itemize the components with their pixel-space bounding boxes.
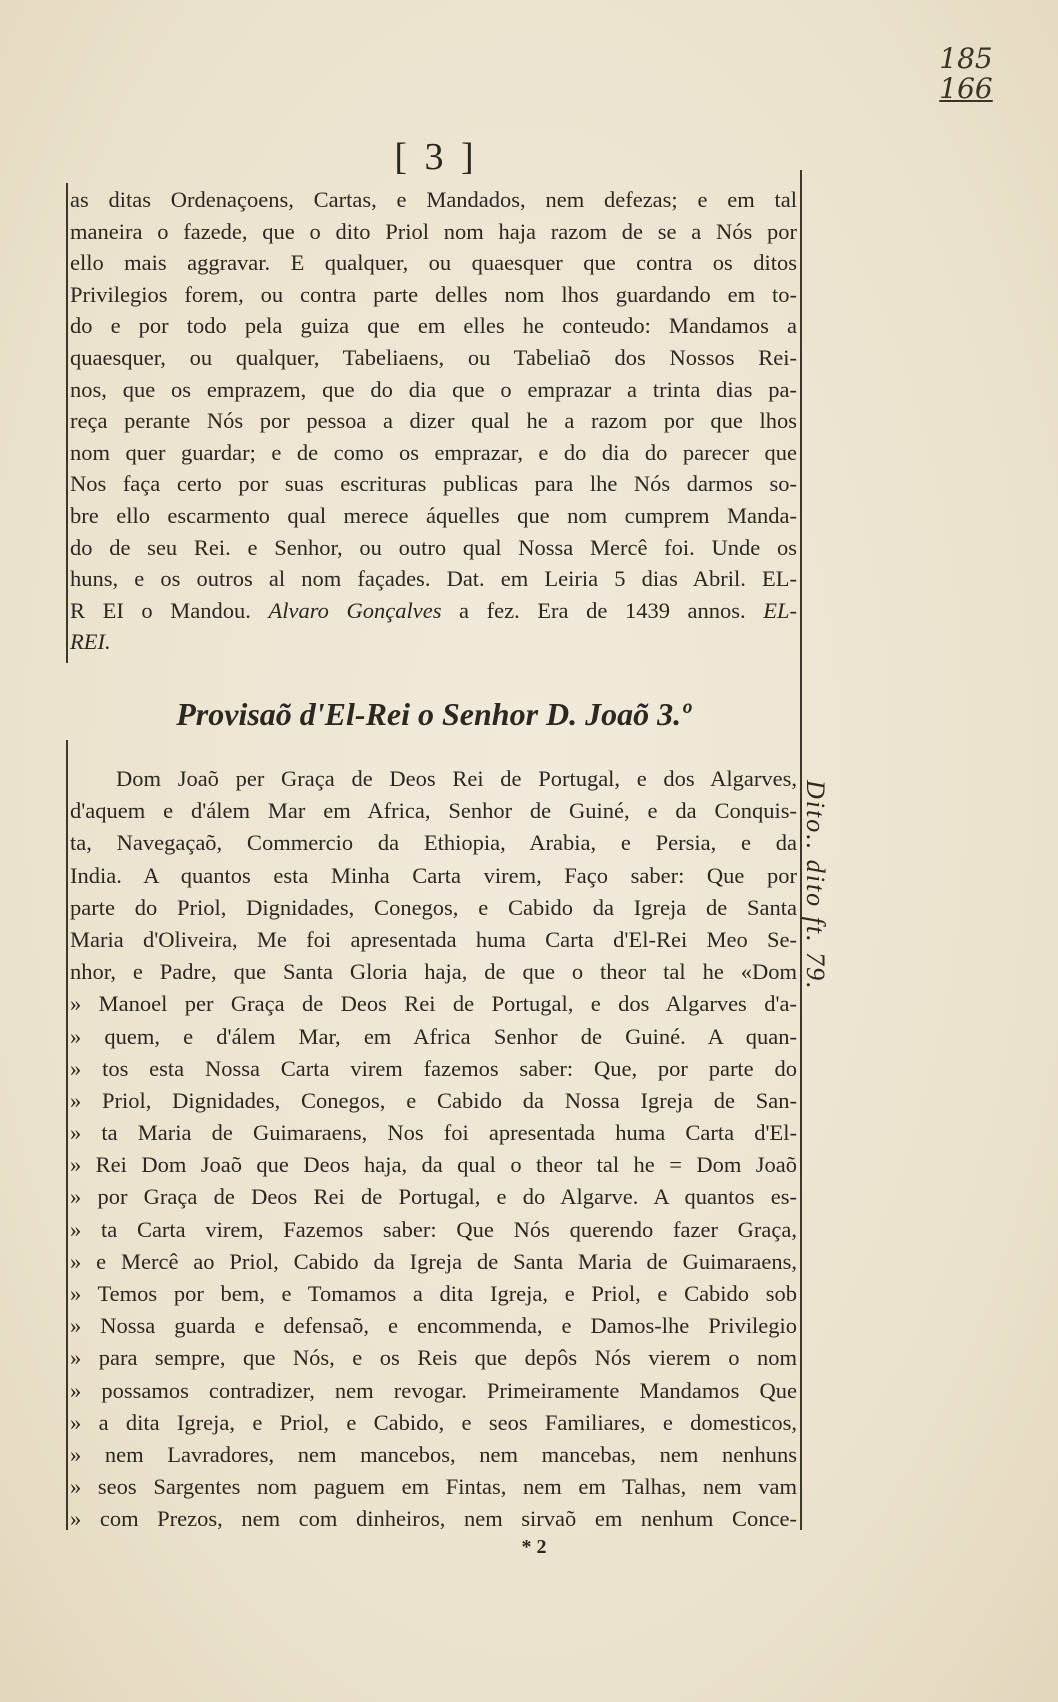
signature-mark: * 2 [521,1536,547,1558]
page-number: [ 3 ] [394,136,478,178]
handwritten-note-line: 185 [939,42,993,75]
scribe-name: Alvaro Gonçalves [268,597,442,623]
text-line: » quem, e d'álem Mar, em Africa Senhor de Guiné. A quan- [70,1023,797,1049]
text-line: » Priol, Dignidades, Conegos, e Cabido da Nossa Igreja de San- [70,1087,797,1113]
text-line: as ditas Ordenaçoens, Cartas, e Mandados, nem defezas; e em tal [70,187,797,212]
text-line: ta, Navegaçaõ, Commercio da Ethiopia, Arabia, e Persia, e da [70,830,797,856]
text-line: d'aquem e d'álem Mar em Africa, Senhor de Guiné, e da Conquis- [70,798,797,824]
handwritten-note-line: 166 [939,72,993,105]
text-line: nhor, e Padre, que Santa Gloria haja, de que o theor tal he «Dom [70,959,797,985]
text-line: India. A quantos esta Minha Carta virem, Faço saber: Que por [70,862,797,888]
section-heading: Provisaõ d'El-Rei o Senhor D. Joaõ 3.º [176,696,691,732]
text-line: » seos Sargentes nom paguem em Fintas, nem em Talhas, nem vam [70,1474,797,1500]
text-line [66,595,801,627]
text-fragment: EL- [763,597,798,623]
text-line: » e Mercê ao Priol, Cabido da Igreja de Santa Maria de Guimaraens, [70,1248,797,1274]
handwritten-folio-note [918,44,1014,114]
text-line: » ta Carta virem, Fazemos saber: Que Nós querendo fazer Graça, [70,1216,797,1242]
text-line: Maria d'Oliveira, Me foi apresentada huma Carta d'El-Rei Meo Se- [70,926,797,952]
text-line: Privilegios forem, ou contra parte delles nom lhos guardando em to- [70,281,797,307]
text-line: » tos esta Nossa Carta virem fazemos saber: Que, por parte do [70,1055,797,1081]
text-line: do e por todo pela guiza que em elles he conteudo: Mandamos a [70,313,797,339]
text-line: maneira o fazede, que o dito Priol nom haja razom de se a Nós por [70,218,797,244]
text-line: Dom Joaõ per Graça de Deos Rei de Portugal, e dos Algarves, [116,766,797,791]
text-line: » a dita Igreja, e Priol, e Cabido, e seos Familiares, e domesticos, [70,1409,797,1435]
paragraph-1 [66,184,801,658]
text-line: » Rei Dom Joaõ que Deos haja, da qual o theor tal he = Dom Joaõ [70,1152,797,1178]
text-fragment: Era de 1439 annos. [537,597,746,623]
text-line: nos, que os emprazem, que do dia que o emprazar a trinta dias pa- [70,376,797,402]
text-line: bre ello escarmento qual merece áquelles que nom cumprem Manda- [70,502,797,528]
marginal-note: Dito.. dito ft. 79. [801,780,830,991]
text-line: » Manoel per Graça de Deos Rei de Portugal, e dos Algarves d'a- [70,991,797,1017]
text-line: do de seu Rei. e Senhor, ou outro qual Nossa Mercê foi. Unde os [70,534,797,560]
text-line: » Nossa guarda e defensaõ, e encommenda, e Damos-lhe Privilegio [70,1313,797,1339]
text-line: ello mais aggravar. E qualquer, ou quaesquer que contra os ditos [70,250,797,276]
text-line: » possamos contradizer, nem revogar. Primeiramente Mandamos Que [70,1377,797,1403]
text-line: quaesquer, ou qualquer, Tabeliaens, ou Tabeliaõ dos Nossos Rei- [70,344,797,370]
text-line: nom quer guardar; e de como os emprazar, e do dia do parecer que [70,439,797,465]
text-fragment: a fez. [459,597,520,623]
text-line: » por Graça de Deos Rei de Portugal, e do Algarve. A quantos es- [70,1184,797,1210]
text-line: parte do Priol, Dignidades, Conegos, e Cabido da Igreja de Santa [70,894,797,920]
text-line: REI. [70,629,111,655]
text-line: » com Prezos, nem com dinheiros, nem sirvaõ em nenhum Conce- [70,1506,797,1532]
text-line: » para sempre, que Nós, e os Reis que depôs Nós vierem o nom [70,1345,797,1371]
text-line: » nem Lavradores, nem mancebos, nem mancebas, nem nenhuns [70,1441,797,1467]
text-fragment: R EI o Mandou. [70,597,251,623]
text-line: huns, e os outros al nom façades. Dat. em Leiria 5 dias Abril. EL- [70,566,797,592]
paragraph-2 [66,763,801,1536]
text-line: Nos faça certo por suas escrituras publicas para lhe Nós darmos so- [70,471,797,497]
text-line: » ta Maria de Guimaraens, Nos foi apresentada huma Carta d'El- [70,1120,797,1146]
text-line: reça perante Nós por pessoa a dizer qual he a razom por que lhos [70,408,797,434]
text-line: » Temos por bem, e Tomamos a dita Igreja, e Priol, e Cabido sob [70,1281,797,1306]
